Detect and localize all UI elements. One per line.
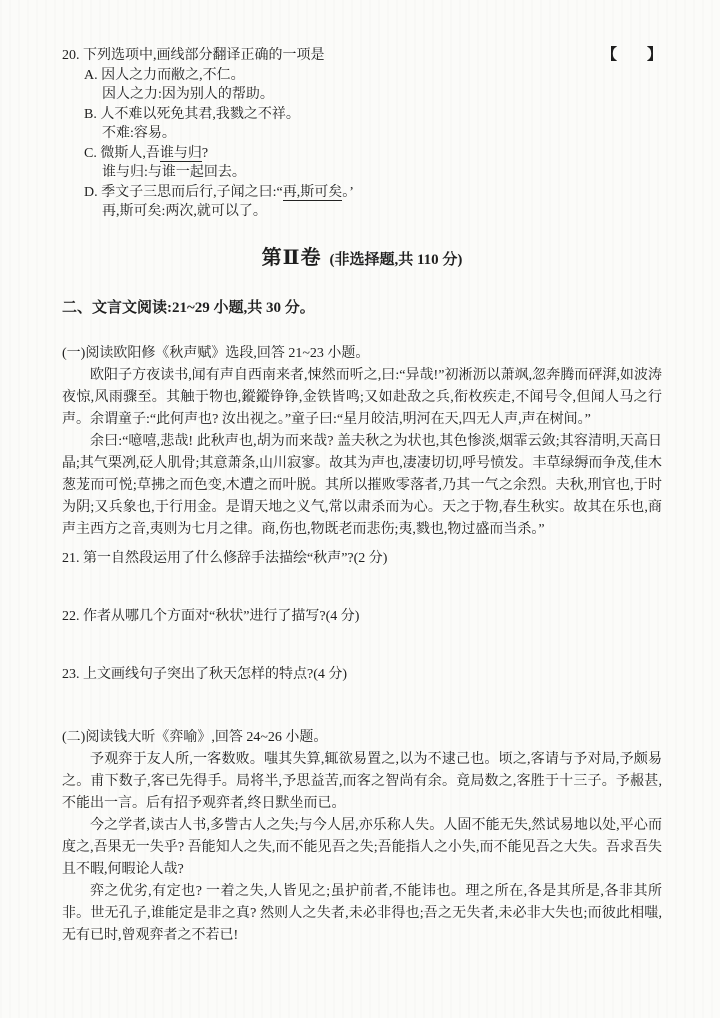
- answer-brackets: 【 】: [601, 47, 662, 63]
- reading-two-block: [62, 727, 662, 947]
- passage-paragraph: 欧阳子方夜读书,闻有声自西南来者,悚然而听之,曰:“异哉!”初淅沥以萧飒,忽奔腾而砰湃,如波涛夜惊,风雨骤至。其触于物也,鏦鏦铮铮,金铁皆鸣;又如赴敌之兵,衔枚疾走,不闻号令,但闻人马之行声。余谓童子:“此何声也? 汝出视之。”童子曰:“星月皎洁,明河在天,四无人声,声在树间。”: [62, 367, 662, 427]
- option-a-translation: 因人之力:因为别人的帮助。: [102, 87, 274, 102]
- option-c-label: C.: [84, 145, 97, 161]
- passage-paragraph: 弈之优劣,有定也? 一着之失,人皆见之;虽护前者,不能讳也。理之所在,各是其所是,各非其所非。世无孔子,谁能定是非之真? 然则人之失者,未必非得也;吾之无失者,未必非大失也;而彼此相嗤,无有已时,曾观弈者之不若已!: [62, 883, 662, 943]
- passage-paragraph: 余曰:“噫嘻,悲哉! 此秋声也,胡为而来哉? 盖夫秋之为状也,其色惨淡,烟霏云敛;其容清明,天高日晶;其气栗冽,砭人肌骨;其意萧条,山川寂寥。故其为声也,凄凄切切,呼号愤发。丰草绿缛而争茂,佳木葱茏而可悦;草拂之而色变,木遭之而叶脱。其所以摧败零落者,乃其一气之余烈。夫秋,刑官也,于时为阴;又兵象也,于行用金。是谓天地之义气,常以肃杀而为心。天之于物,春生秋实。故其在乐也,商声主西方之音,夷则为七月之律。商,伤也,物既老而悲伤;夷,戮也,物过盛而当杀。”: [62, 433, 662, 537]
- question-20-header: [62, 46, 662, 66]
- question-number: 20.: [62, 48, 80, 63]
- part-two-heading: 二、文言文阅读:21~29 小题,共 30 分。: [62, 299, 315, 316]
- question-23: 23. 上文画线句子突出了秋天怎样的特点?(4 分): [62, 666, 348, 682]
- option-b-line: [84, 105, 662, 125]
- reading-two-intro: (二)阅读钱大昕《弈喻》,回答 24~26 小题。: [62, 729, 328, 745]
- reading-one-block: [62, 343, 662, 685]
- question-20-block: [62, 46, 662, 222]
- option-b-text: 人不难以死免其君,我戮之不祥。: [100, 106, 300, 122]
- option-c-suffix: ?: [201, 145, 209, 161]
- option-a: [62, 66, 662, 105]
- option-b-translation: 不难:容易。: [102, 126, 176, 141]
- option-d-text: 季文子三思而后行,子闻之曰:“: [101, 184, 283, 200]
- option-b: [62, 105, 662, 144]
- option-c-underlined: 谁与归: [159, 145, 202, 161]
- option-a-text: 因人之力而敝之,不仁。: [101, 67, 245, 83]
- question-20-stem: [62, 46, 325, 66]
- option-d-suffix: 。’: [342, 184, 354, 200]
- option-b-label: B.: [84, 106, 97, 122]
- volume-title-main: 第Ⅱ卷: [261, 246, 322, 269]
- option-c-line: [84, 144, 662, 164]
- option-c-text: 微斯人,吾: [100, 145, 160, 161]
- option-d-translation: 再,斯可矣:两次,就可以了。: [102, 204, 267, 219]
- option-d-label: D.: [84, 184, 98, 200]
- option-c: [62, 144, 662, 183]
- reading-one-intro: (一)阅读欧阳修《秋声赋》选段,回答 21~23 小题。: [62, 345, 370, 361]
- passage-paragraph: 今之学者,读古人书,多訾古人之失;与今人居,亦乐称人失。人固不能无失,然试易地以处,平心而度之,吾果无一失乎? 吾能知人之失,而不能见吾之失;吾能指人之小失,而不能见吾之大失。吾求吾失且不暇,何暇论人哉?: [62, 817, 662, 877]
- passage-paragraph: 予观弈于友人所,一客数败。嗤其失算,辄欲易置之,以为不逮己也。顷之,客请与予对局,予颇易之。甫下数子,客已先得手。局将半,予思益苦,而客之智尚有余。竟局数之,客胜于十三子。予赧甚,不能出一言。后有招予观弈者,终日默坐而已。: [62, 751, 662, 811]
- option-a-line: [84, 66, 662, 86]
- option-d-line: [84, 183, 662, 203]
- option-d: [62, 183, 662, 222]
- volume-title: [62, 235, 662, 272]
- question-21: 21. 第一自然段运用了什么修辞手法描绘“秋声”?(2 分): [62, 550, 388, 566]
- question-stem-text: 下列选项中,画线部分翻译正确的一项是: [83, 48, 325, 63]
- option-d-underlined: 再,斯可矣: [282, 184, 343, 200]
- volume-title-paren: (非选择题,共 110 分): [329, 251, 463, 268]
- option-a-label: A.: [84, 67, 98, 83]
- option-c-translation: 谁与归:与谁一起回去。: [102, 165, 246, 180]
- question-22: 22. 作者从哪几个方面对“秋状”进行了描写?(4 分): [62, 608, 360, 624]
